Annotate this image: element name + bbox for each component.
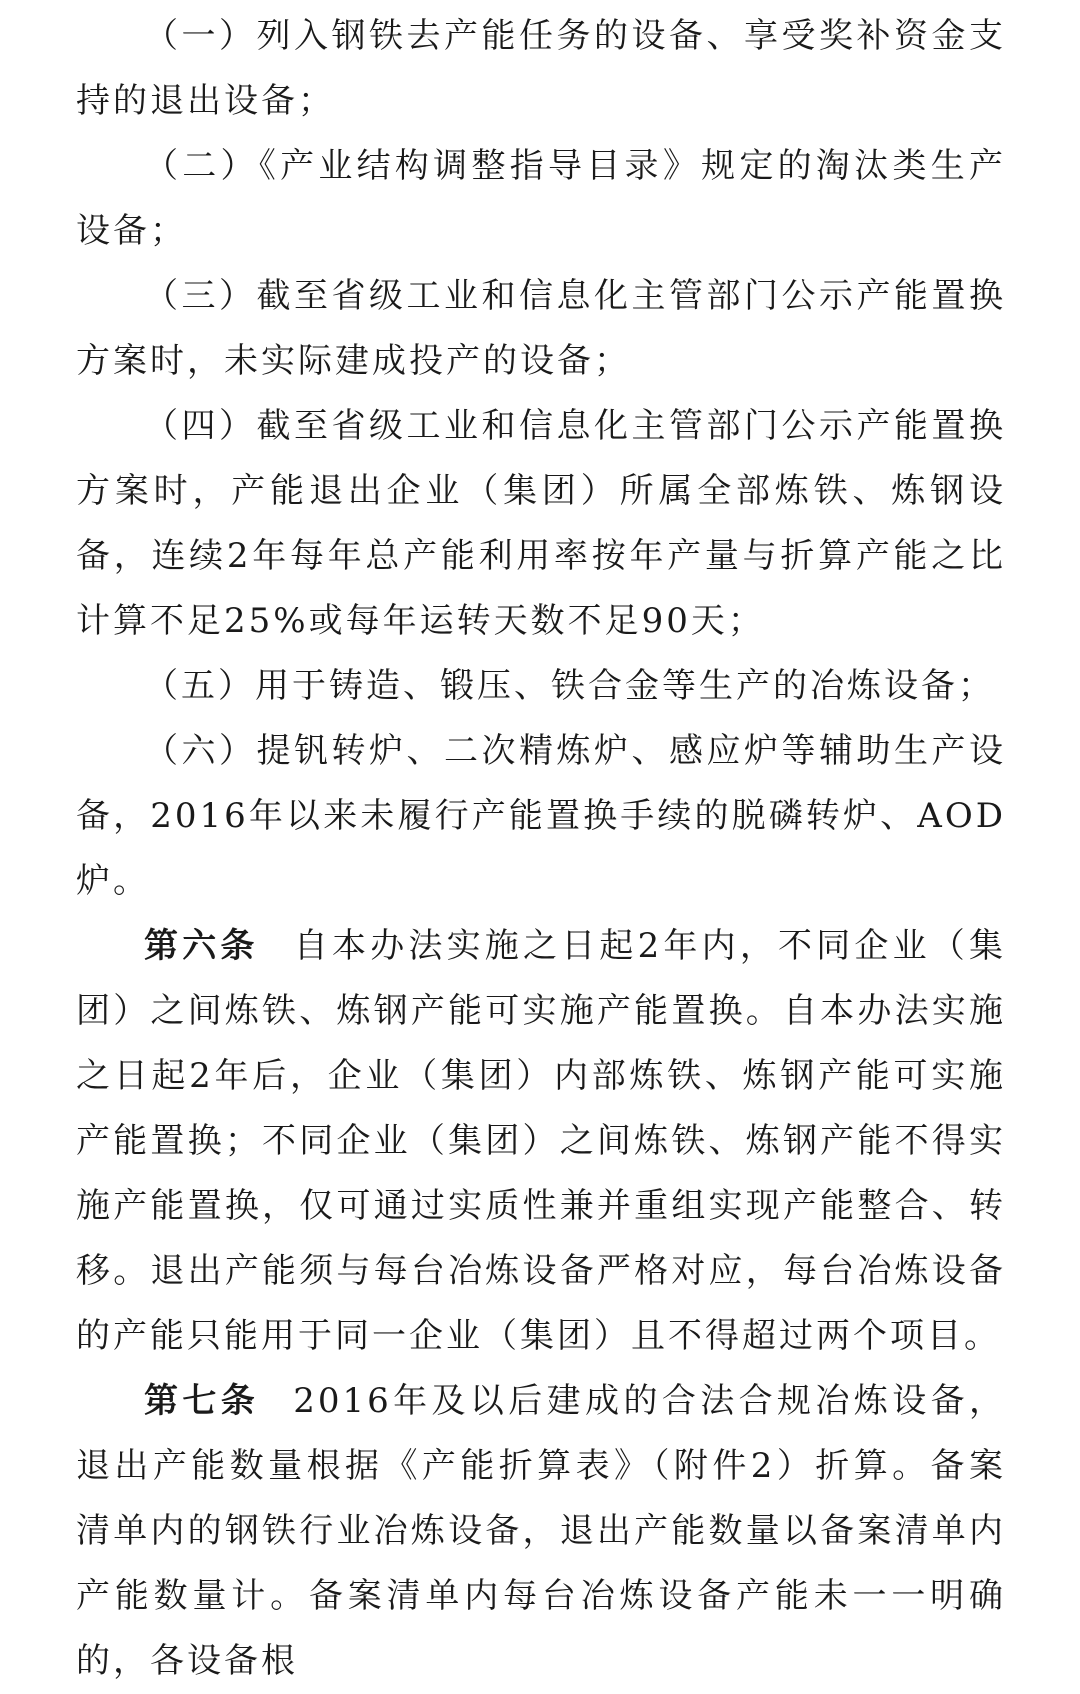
- paragraph-item-4: [76, 394, 1006, 654]
- paragraph-item-3: [76, 264, 1006, 394]
- article-heading: 第七条: [144, 1381, 260, 1421]
- article-heading: 第六条: [144, 926, 259, 966]
- paragraph-text: （三）截至省级工业和信息化主管部门公示产能置换方案时，未实际建成投产的设备；: [76, 276, 1006, 381]
- paragraph-text: 2016年及以后建成的合法合规冶炼设备，退出产能数量根据《产能折算表》（附件2）折算。备案清单内的钢铁行业冶炼设备，退出产能数量以备案清单内产能数量计。备案清单内每台冶炼设备产能未一一明确的，各设备根: [76, 1381, 1007, 1681]
- paragraph-item-5: [76, 654, 1006, 719]
- article-7-paragraph: [76, 1369, 1006, 1694]
- paragraph-text: （一）列入钢铁去产能任务的设备、享受奖补资金支持的退出设备；: [76, 16, 1006, 121]
- paragraph-text: （二）《产业结构调整指导目录》规定的淘汰类生产设备；: [76, 146, 1006, 251]
- document-page: [76, 0, 1006, 1694]
- paragraph-item-6: [76, 719, 1006, 914]
- paragraph-text: （六）提钒转炉、二次精炼炉、感应炉等辅助生产设备，2016年以来未履行产能置换手续的脱磷转炉、AOD炉。: [76, 731, 1006, 901]
- paragraph-text: （五）用于铸造、锻压、铁合金等生产的冶炼设备；: [144, 666, 995, 706]
- paragraph-text: （四）截至省级工业和信息化主管部门公示产能置换方案时，产能退出企业（集团）所属全部炼铁、炼钢设备，连续2年每年总产能利用率按年产量与折算产能之比计算不足25%或每年运转天数不足90天；: [76, 406, 1006, 641]
- paragraph-item-1: [76, 4, 1006, 134]
- paragraph-text: 自本办法实施之日起2年内，不同企业（集团）之间炼铁、炼钢产能可实施产能置换。自本办法实施之日起2年后，企业（集团）内部炼铁、炼钢产能可实施产能置换；不同企业（集团）之间炼铁、炼钢产能不得实施产能置换，仅可通过实质性兼并重组实现产能整合、转移。退出产能须与每台冶炼设备严格对应，每台冶炼设备的产能只能用于同一企业（集团）且不得超过两个项目。: [76, 926, 1007, 1356]
- article-6-paragraph: [76, 914, 1006, 1369]
- paragraph-item-2: [76, 134, 1006, 264]
